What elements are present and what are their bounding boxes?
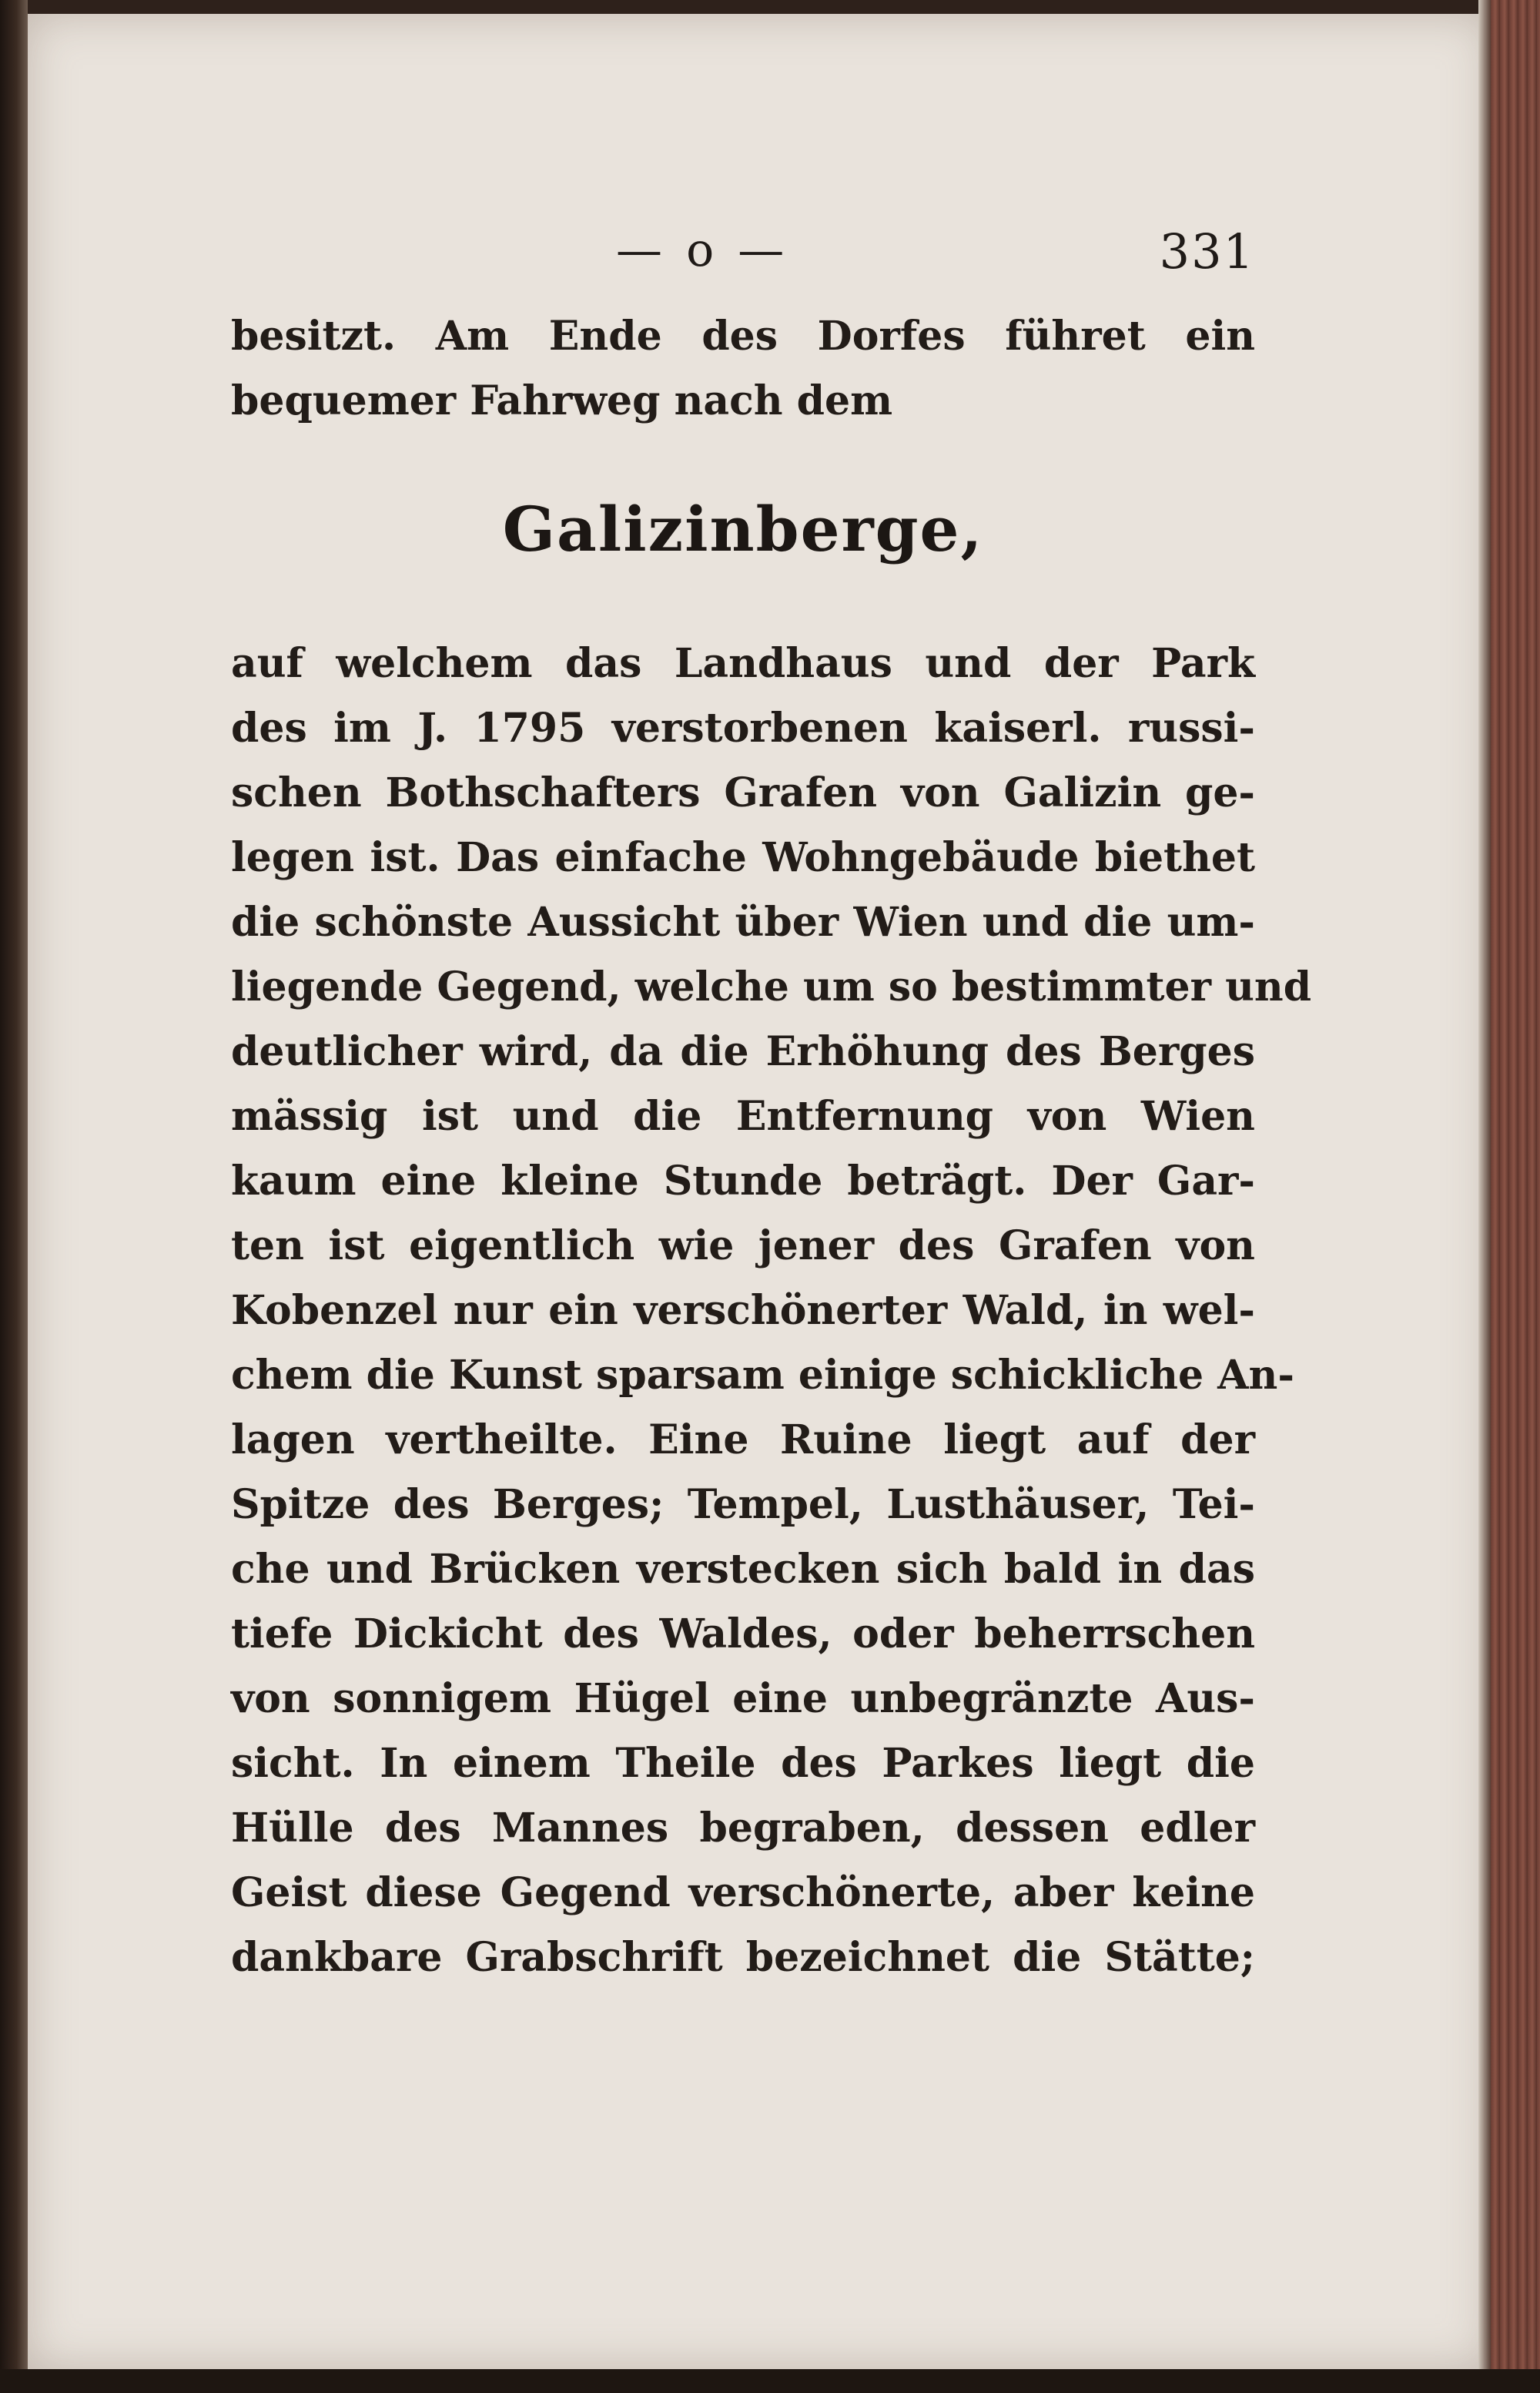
scan-bottom-edge bbox=[0, 2369, 1540, 2393]
text-line: tiefe Dickicht des Waldes, oder beherrschen bbox=[231, 1610, 1255, 1657]
text-line: Hülle des Mannes begraben, dessen edler bbox=[231, 1805, 1255, 1852]
text-line: mässig ist und die Entfernung von Wien bbox=[231, 1093, 1255, 1140]
body-paragraph bbox=[231, 632, 1312, 1990]
text-line: Geist diese Gegend verschönerte, aber keine bbox=[231, 1869, 1255, 1916]
book-fore-edge bbox=[1491, 0, 1540, 2393]
text-line: liegende Gegend, welche um so bestimmter und bbox=[231, 964, 1312, 1010]
text-line: des im J. 1795 verstorbenen kaiserl. russi- bbox=[231, 705, 1255, 752]
text-line: deutlicher wird, da die Erhöhung des Berges bbox=[231, 1028, 1255, 1075]
text-line: von sonnigem Hügel eine unbegränzte Aus- bbox=[231, 1675, 1255, 1722]
text-line: sicht. In einem Theile des Parkes liegt die bbox=[231, 1740, 1255, 1787]
text-line: die schönste Aussicht über Wien und die um- bbox=[231, 899, 1255, 946]
text-line: Kobenzel nur ein verschönerter Wald, in wel- bbox=[231, 1287, 1255, 1334]
text-line: ten ist eigentlich wie jener des Grafen von bbox=[231, 1222, 1255, 1269]
text-line: kaum eine kleine Stunde beträgt. Der Gar- bbox=[231, 1158, 1255, 1205]
intro-paragraph bbox=[231, 304, 1255, 434]
text-line: dankbare Grabschrift bezeichnet die Stätte; bbox=[231, 1934, 1255, 1981]
text-line: lagen vertheilte. Eine Ruine liegt auf der bbox=[231, 1416, 1255, 1463]
page-number: 331 bbox=[1159, 223, 1255, 280]
section-heading: Galizinberge, bbox=[502, 493, 984, 565]
text-line: chem die Kunst sparsam einige schickliche An- bbox=[231, 1352, 1294, 1399]
text-line: legen ist. Das einfache Wohngebäude biethet bbox=[231, 834, 1255, 881]
text-line: che und Brücken verstecken sich bald in das bbox=[231, 1546, 1255, 1593]
text-line: schen Bothschafters Grafen von Galizin ge- bbox=[231, 769, 1255, 816]
text-line: besitzt. Am Ende des Dorfes führet ein bbox=[231, 313, 1255, 360]
header-ornament: — o — bbox=[616, 223, 789, 277]
text-line: bequemer Fahrweg nach dem bbox=[231, 377, 893, 424]
page-header bbox=[231, 223, 1255, 293]
text-line: Spitze des Berges; Tempel, Lusthäuser, Tei- bbox=[231, 1481, 1255, 1528]
text-line: auf welchem das Landhaus und der Park bbox=[231, 640, 1255, 687]
book-binding-edge bbox=[0, 0, 28, 2393]
